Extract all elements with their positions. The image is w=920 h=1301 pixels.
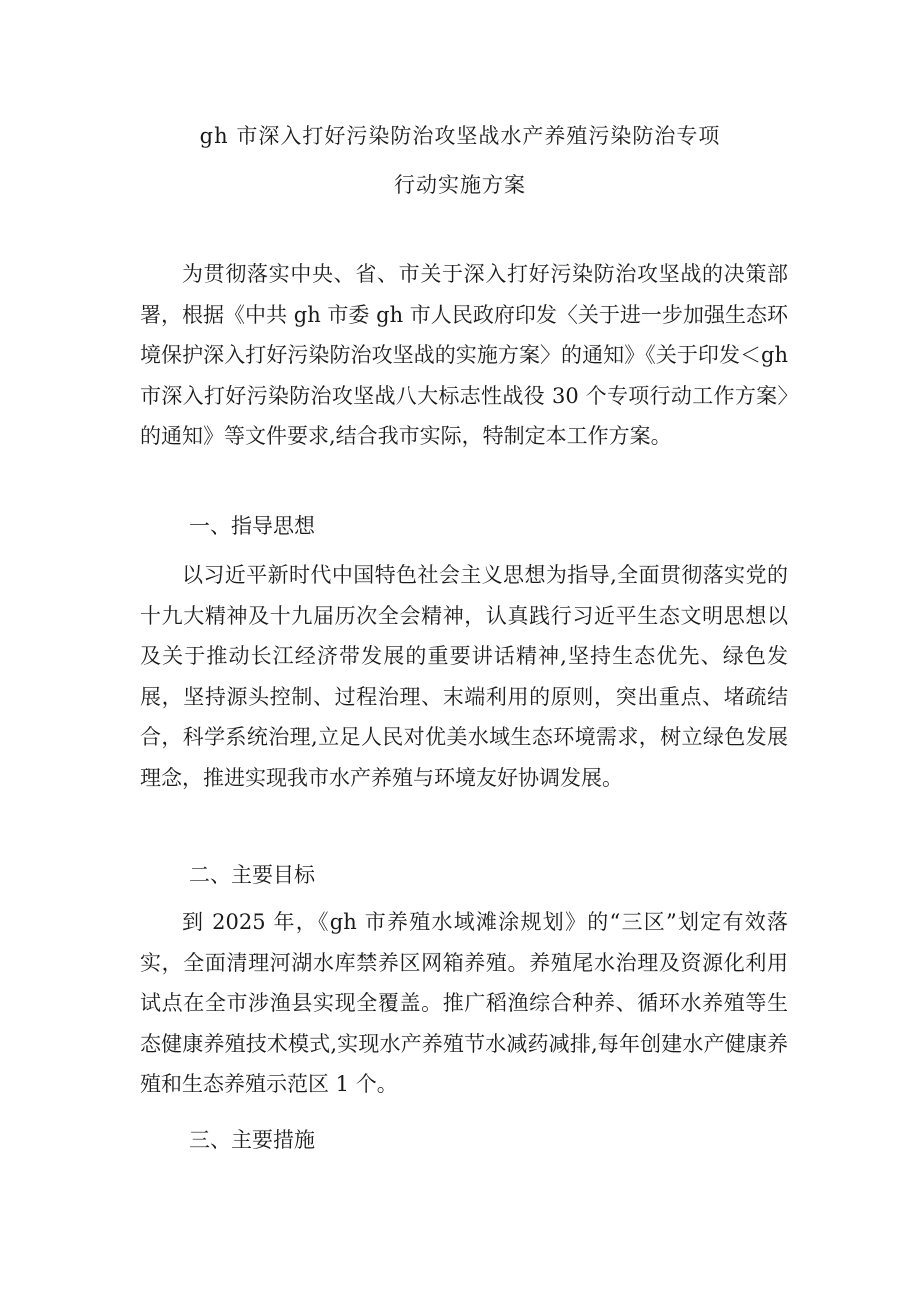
guiding-ideology-paragraph: 以习近平新时代中国特色社会主义思想为指导,全面贯彻落实党的十九大精神及十九届历次全会精神，认真践行习近平生态文明思想以及关于推动长江经济带发展的重要讲话精神,坚持生态优先、绿色发展，坚持源头控制、过程治理、末端利用的原则，突出重点、堵疏结合，科学系统治理,立足人民对优美水域生态环境需求，树立绿色发展理念，推进实现我市水产养殖与环境友好协调发展。 xyxy=(140,563,788,790)
intro-paragraph: 为贯彻落实中央、省、市关于深入打好污染防治攻坚战的决策部署，根据《中共 gh 市委 gh 市人民政府印发〈关于进一步加强生态环境保护深入打好污染防治攻坚战的实施方案〉的通知》《关于印发＜gh 市深入打好污染防治攻坚战八大标志性战役 30 个专项行动工作方案〉的通知》等文件要求,结合我市实际，特制定本工作方案。 xyxy=(140,262,788,449)
intro-section xyxy=(140,254,788,457)
document-title-line-2: 行动实施方案 xyxy=(394,173,526,197)
document-title-line-1: gh 市深入打好污染防治攻坚战水产养殖污染防治专项 xyxy=(199,124,721,148)
guiding-ideology-section xyxy=(140,555,788,799)
section-heading-guiding-ideology: 一、指导思想 xyxy=(189,514,315,538)
main-goals-section xyxy=(140,902,788,1105)
section-heading-main-goals: 二、主要目标 xyxy=(189,863,315,887)
section-heading-main-measures: 三、主要措施 xyxy=(189,1128,315,1152)
main-goals-paragraph: 到 2025 年，《gh 市养殖水域滩涂规划》的“三区”划定有效落实，全面清理河湖水库禁养区网箱养殖。养殖尾水治理及资源化利用试点在全市涉渔县实现全覆盖。推广稻渔综合种养、循环水养殖等生态健康养殖技术模式,实现水产养殖节水减药减排,每年创建水产健康养殖和生态养殖示范区 1 个。 xyxy=(140,910,788,1097)
